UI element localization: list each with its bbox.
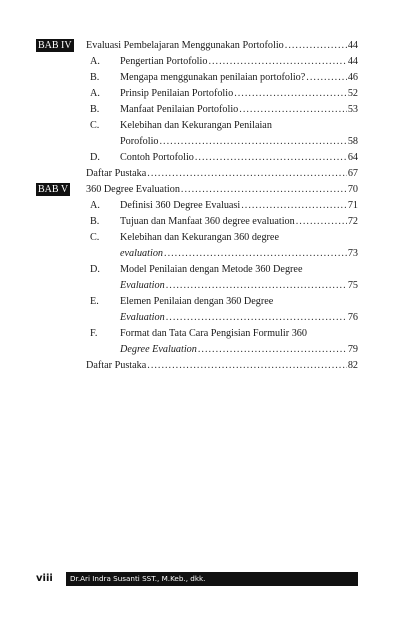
item-letter: E. (90, 296, 99, 307)
item-letter: C. (90, 232, 100, 243)
item-letter: B. (90, 72, 100, 83)
item-title-line1: Kelebihan dan Kekurangan Penilaian (120, 120, 272, 131)
toc-chapter-5 (0, 182, 400, 198)
dot-leader (285, 38, 347, 54)
toc-item (0, 294, 400, 310)
toc-item (0, 118, 400, 134)
toc-bibliography (0, 358, 400, 374)
chapter-title: Evaluasi Pembelajaran Menggunakan Portofolio (86, 40, 284, 51)
item-letter: F. (90, 328, 98, 339)
toc-entry (86, 182, 358, 198)
toc-entry (120, 214, 358, 230)
dot-leader (239, 102, 347, 118)
toc-item (0, 54, 400, 70)
page-number: 64 (347, 152, 358, 163)
dot-leader (195, 150, 347, 166)
toc-bibliography (0, 166, 400, 182)
toc-item-continuation (0, 246, 400, 262)
toc-item (0, 86, 400, 102)
toc-chapter-4 (0, 38, 400, 54)
item-title: Pengertian Portofolio (120, 56, 208, 67)
item-title: Mengapa menggunakan penilaian portofolio? (120, 72, 306, 83)
page-number: 75 (347, 280, 358, 291)
dot-leader (166, 310, 347, 326)
page-number: 44 (347, 40, 358, 51)
item-letter: A. (90, 56, 100, 67)
item-title-line1: Kelebihan dan Kekurangan 360 degree (120, 232, 279, 243)
item-letter: A. (90, 200, 100, 211)
toc-item (0, 230, 400, 246)
toc-item (0, 326, 400, 342)
item-title: Tujuan dan Manfaat 360 degree evaluation (120, 216, 295, 227)
item-title-line2: Evaluation (120, 280, 165, 291)
toc-item (0, 262, 400, 278)
page-number: 76 (347, 312, 358, 323)
footer-author: Dr.Ari Indra Susanti SST., M.Keb., dkk. (66, 572, 358, 586)
dot-leader (181, 182, 347, 198)
page-number: 71 (347, 200, 358, 211)
footer-page-number: viii (36, 573, 53, 584)
toc-entry (86, 38, 358, 54)
item-title-line1: Model Penilaian dengan Metode 360 Degree (120, 264, 303, 275)
toc-entry (86, 166, 358, 182)
dot-leader (296, 214, 347, 230)
toc-entry (86, 358, 358, 374)
toc-item-continuation (0, 134, 400, 150)
dot-leader (160, 134, 347, 150)
toc-item-continuation (0, 310, 400, 326)
chapter-label: BAB V (38, 184, 69, 195)
chapter-title: 360 Degree Evaluation (86, 184, 180, 195)
toc-entry (120, 54, 358, 70)
item-title: Contoh Portofolio (120, 152, 194, 163)
item-title-line2: Evaluation (120, 312, 165, 323)
toc-item (0, 70, 400, 86)
dot-leader (306, 70, 347, 86)
page-number: 53 (347, 104, 358, 115)
toc-entry (120, 342, 358, 358)
item-letter: B. (90, 216, 100, 227)
item-title: Manfaat Penilaian Portofolio (120, 104, 239, 115)
page-number: 70 (347, 184, 358, 195)
item-title: Prinsip Penilaian Portofolio (120, 88, 234, 99)
toc-item (0, 198, 400, 214)
item-letter: A. (90, 88, 100, 99)
page-footer (36, 572, 358, 586)
toc-entry (120, 150, 358, 166)
page-number: 73 (347, 248, 358, 259)
toc-entry (120, 102, 358, 118)
item-title-line2: evaluation (120, 248, 164, 259)
item-title-line1: Elemen Penilaian dengan 360 Degree (120, 296, 274, 307)
toc-entry (120, 70, 358, 86)
toc-entry (120, 198, 358, 214)
item-letter: C. (90, 120, 100, 131)
dot-leader (234, 86, 347, 102)
dot-leader (198, 342, 347, 358)
page-number: 72 (347, 216, 358, 227)
page-number: 79 (347, 344, 358, 355)
page-number: 46 (347, 72, 358, 83)
page-number: 52 (347, 88, 358, 99)
page-number: 58 (347, 136, 358, 147)
toc-entry (120, 278, 358, 294)
toc-entry (120, 134, 358, 150)
dot-leader (147, 166, 347, 182)
dot-leader (147, 358, 347, 374)
item-letter: B. (90, 104, 100, 115)
toc-item-continuation (0, 278, 400, 294)
item-letter: D. (90, 152, 100, 163)
item-title-line1: Format dan Tata Cara Pengisian Formulir 360 (120, 328, 307, 339)
toc-item (0, 214, 400, 230)
item-title-line2: Porofolio (120, 136, 159, 147)
page-number: 44 (347, 56, 358, 67)
dot-leader (241, 198, 347, 214)
toc-entry (120, 246, 358, 262)
item-letter: D. (90, 264, 100, 275)
bibliography-title: Daftar Pustaka (86, 168, 147, 179)
toc-item (0, 150, 400, 166)
page-number: 67 (347, 168, 358, 179)
toc-item-continuation (0, 342, 400, 358)
chapter-label: BAB IV (38, 40, 72, 51)
dot-leader (166, 278, 347, 294)
bibliography-title: Daftar Pustaka (86, 360, 147, 371)
page-number: 82 (347, 360, 358, 371)
dot-leader (208, 54, 346, 70)
toc-entry (120, 310, 358, 326)
toc-entry (120, 86, 358, 102)
dot-leader (164, 246, 347, 262)
item-title: Definisi 360 Degree Evaluasi (120, 200, 241, 211)
toc-item (0, 102, 400, 118)
item-title-line2: Degree Evaluation (120, 344, 197, 355)
